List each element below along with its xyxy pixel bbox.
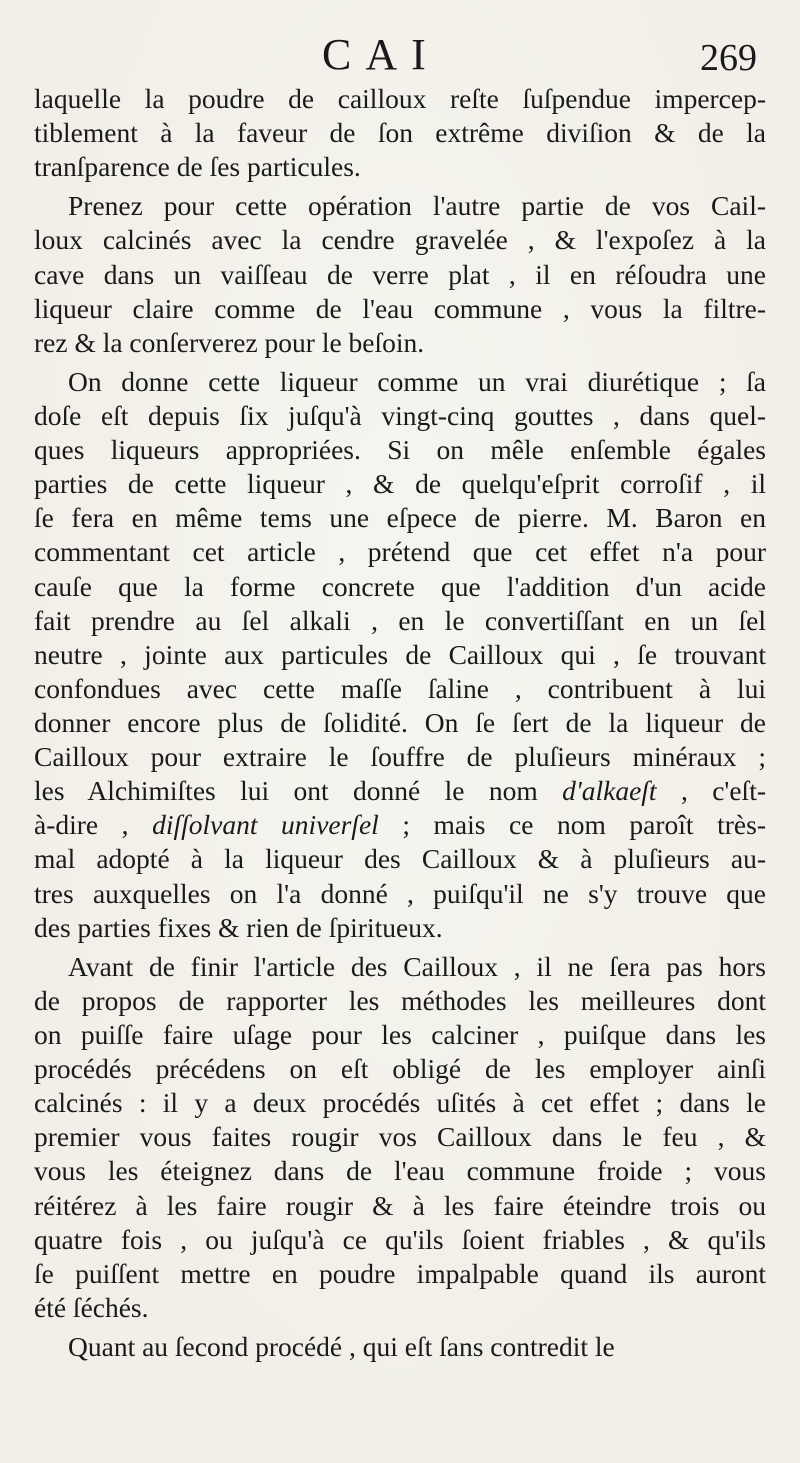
text-line <box>34 150 766 184</box>
italic-term: diſſolvant univerſel <box>152 809 379 841</box>
text-segment: cauſe que la forme concrete que l'addition d'un acide <box>34 570 766 602</box>
text-segment: à-dire , <box>34 809 153 841</box>
text-line <box>34 292 766 326</box>
paragraph <box>34 950 766 1325</box>
text-segment: réitérez à les faire rougir & à les faire éteindre trois ou <box>34 1189 766 1221</box>
text-line <box>34 326 766 360</box>
text-segment: été ſéchés. <box>34 1291 149 1323</box>
text-segment: tiblement à la faveur de ſon extrême diviſion & de la <box>34 117 766 149</box>
page-number: 269 <box>700 37 757 79</box>
text-segment: liqueur claire comme de l'eau commune , vous la filtre- <box>34 292 766 324</box>
text-segment: loux calcinés avec la cendre gravelée , & l'expoſez à la <box>34 224 766 256</box>
running-head <box>0 30 800 80</box>
text-line <box>34 638 766 672</box>
text-line <box>34 1291 766 1325</box>
text-line <box>34 1018 766 1052</box>
text-line <box>34 911 766 945</box>
text-line <box>34 808 766 842</box>
text-segment: donner encore plus de ſolidité. On ſe ſert de la liqueur de <box>34 706 766 738</box>
paragraph <box>34 1330 766 1364</box>
text-segment: des parties fixes & rien de ſpiritueux. <box>34 911 443 943</box>
text-line <box>34 570 766 604</box>
text-line <box>34 842 766 876</box>
italic-term: d'alkaeſt <box>562 775 657 807</box>
text-segment: calcinés : il y a deux procédés uſités à cet effet ; dans le <box>34 1087 766 1119</box>
paragraph <box>34 189 766 360</box>
text-segment: laquelle la poudre de cailloux reſte ſuſpendue impercep- <box>34 83 766 114</box>
text-segment: de propos de rapporter les méthodes les meilleures dont <box>34 984 766 1016</box>
text-line <box>34 223 766 257</box>
text-segment: rez & la conſerverez pour le beſoin. <box>34 326 425 358</box>
text-line <box>34 116 766 150</box>
text-line <box>34 1154 766 1188</box>
text-segment: vous les éteignez dans de l'eau commune froide ; vous <box>34 1155 766 1187</box>
text-line <box>34 258 766 292</box>
text-line <box>34 433 766 467</box>
running-head-title: CAI <box>322 30 440 79</box>
text-segment: fait prendre au ſel alkali , en le convertiſſant en un ſel <box>34 604 766 636</box>
text-line <box>34 1330 766 1364</box>
text-segment: tres auxquelles on l'a donné , puiſqu'il ne s'y trouve que <box>34 877 766 909</box>
text-segment: Cailloux pour extraire le ſouffre de pluſieurs minéraux ; <box>34 741 766 773</box>
text-segment: doſe eſt depuis ſix juſqu'à vingt-cinq gouttes , dans quel- <box>34 399 766 431</box>
text-segment: Avant de finir l'article des Cailloux , il ne ſera pas hors <box>68 950 766 982</box>
paragraph <box>34 82 766 184</box>
text-line <box>34 501 766 535</box>
paragraph <box>34 365 766 945</box>
text-segment: Quant au ſecond procédé , qui eſt ſans contredit le <box>68 1330 615 1362</box>
text-segment: ques liqueurs appropriées. Si on mêle enſemble égales <box>34 434 766 466</box>
text-line <box>34 1086 766 1120</box>
text-segment: les Alchimiſtes lui ont donné le nom <box>34 775 563 807</box>
text-segment: procédés précédens on eſt obligé de les employer ainſi <box>34 1053 766 1085</box>
text-line <box>34 1257 766 1291</box>
text-line <box>34 467 766 501</box>
text-line <box>34 1223 766 1257</box>
text-segment: , c'eſt- <box>656 775 766 807</box>
text-segment: commentant cet article , prétend que cet effet n'a pour <box>34 536 766 568</box>
text-segment: mal adopté à la liqueur des Cailloux & à pluſieurs au- <box>34 843 766 875</box>
text-line <box>34 535 766 569</box>
text-line <box>34 365 766 399</box>
text-line <box>34 1120 766 1154</box>
text-segment: cave dans un vaiſſeau de verre plat , il en réſoudra une <box>34 258 766 290</box>
text-line <box>34 189 766 223</box>
text-line <box>34 672 766 706</box>
text-segment: On donne cette liqueur comme un vrai diurétique ; ſa <box>68 365 766 397</box>
text-segment: ſe puiſſent mettre en poudre impalpable quand ils auront <box>34 1257 766 1289</box>
text-line <box>34 984 766 1018</box>
text-line <box>34 1189 766 1223</box>
text-segment: Prenez pour cette opération l'autre partie de vos Cail- <box>68 190 766 222</box>
text-line <box>34 706 766 740</box>
text-segment: ; mais ce nom paroît très- <box>378 809 766 841</box>
text-line <box>34 877 766 911</box>
text-segment: tranſparence de ſes particules. <box>34 151 361 183</box>
text-segment: quatre fois , ou juſqu'à ce qu'ils ſoient friables , & qu'ils <box>34 1223 766 1255</box>
body-text <box>34 82 766 1364</box>
text-segment: confondues avec cette maſſe ſaline , contribuent à lui <box>34 672 766 704</box>
text-line <box>34 604 766 638</box>
text-line <box>34 774 766 808</box>
text-line <box>34 399 766 433</box>
text-line <box>34 950 766 984</box>
text-line <box>34 82 766 116</box>
text-segment: neutre , jointe aux particules de Cailloux qui , ſe trouvant <box>34 638 766 670</box>
text-line <box>34 1052 766 1086</box>
text-segment: ſe fera en même tems une eſpece de pierre. M. Baron en <box>34 502 766 534</box>
text-segment: on puiſſe faire uſage pour les calciner , puiſque dans les <box>34 1018 766 1050</box>
text-segment: premier vous faites rougir vos Cailloux dans le feu , & <box>34 1121 766 1153</box>
text-segment: parties de cette liqueur , & de quelqu'eſprit corroſif , il <box>34 468 766 500</box>
text-line <box>34 740 766 774</box>
